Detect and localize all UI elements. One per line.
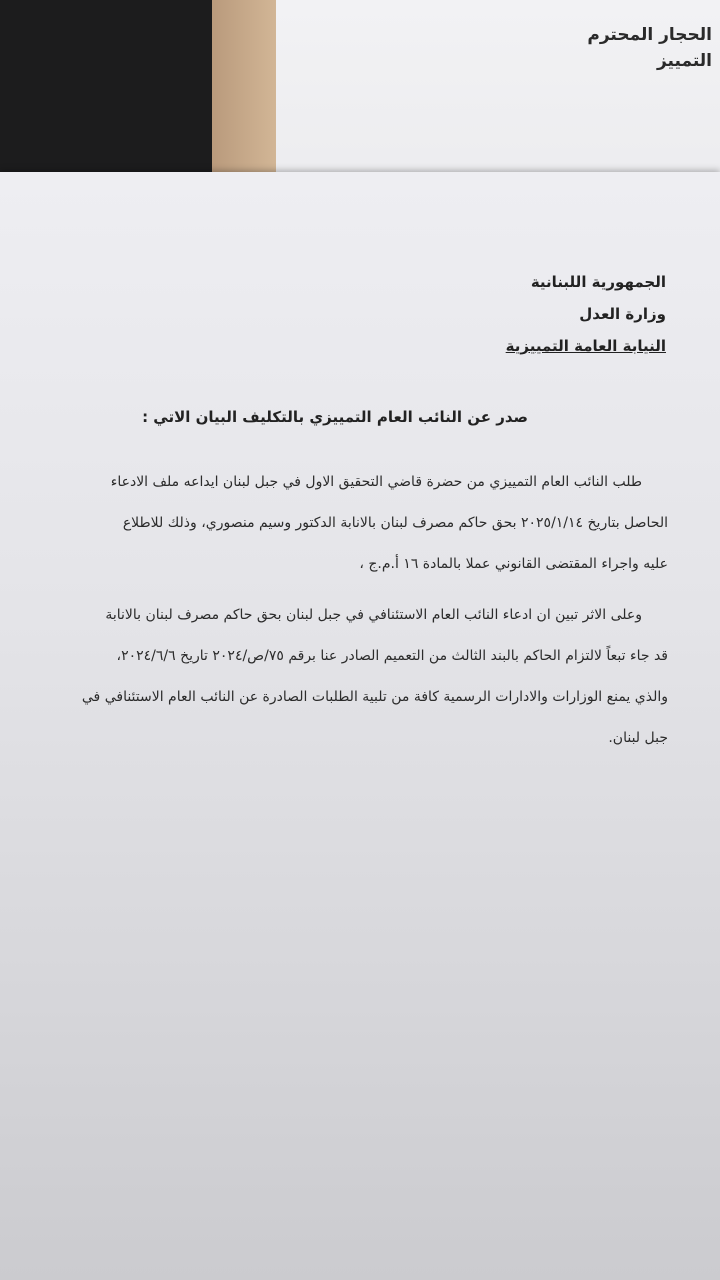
text-line: والذي يمنع الوزارات والادارات الرسمية كافة من تلبية الطلبات الصادرة عن النائب العام الاستئنافي في <box>81 689 668 705</box>
letterhead-ministry: وزارة العدل <box>579 305 666 323</box>
brown-folder-edge <box>212 0 276 176</box>
text-line: الحاصل بتاريخ ٢٠٢٥/١/١٤ بحق حاكم مصرف لبنان بالانابة الدكتور وسيم منصوري، وذلك للاطلاع <box>122 515 668 531</box>
letterhead-republic: الجمهورية اللبنانية <box>530 273 666 291</box>
paragraph-1 <box>50 462 668 585</box>
text-line: وعلى الاثر تبين ان ادعاء النائب العام الاستئنافي في جبل لبنان بحق حاكم مصرف لبنان بالانابة <box>105 607 642 623</box>
text-line: قد جاء تبعاً لالتزام الحاكم بالبند الثالث من التعميم الصادر عنا برقم ٧٥/ص/٢٠٢٤ تاريخ ٢٠٢٤/٦/٦، <box>116 648 668 664</box>
paragraph-2 <box>50 595 668 759</box>
statement-subject: صدر عن النائب العام التمييزي بالتكليف البيان الاتي : <box>142 408 528 426</box>
statement-body <box>50 462 668 759</box>
background-page-header <box>412 22 712 74</box>
text-line: طلب النائب العام التمييزي من حضرة قاضي التحقيق الاول في جبل لبنان ايداعه ملف الادعاء <box>110 474 642 490</box>
background-header-line-2: التمييز <box>656 51 712 71</box>
letterhead <box>506 266 666 362</box>
background-document-page <box>0 0 720 190</box>
dark-background-object <box>0 0 220 176</box>
letterhead-prosecution: النيابة العامة التمييزية <box>505 337 666 355</box>
text-line: جبل لبنان. <box>608 730 668 746</box>
statement-document <box>0 172 720 1280</box>
text-line: عليه واجراء المقتضى القانوني عملا بالمادة ١٦ أ.م.ج ، <box>359 556 668 572</box>
background-header-line-1: الحجار المحترم <box>587 25 712 45</box>
